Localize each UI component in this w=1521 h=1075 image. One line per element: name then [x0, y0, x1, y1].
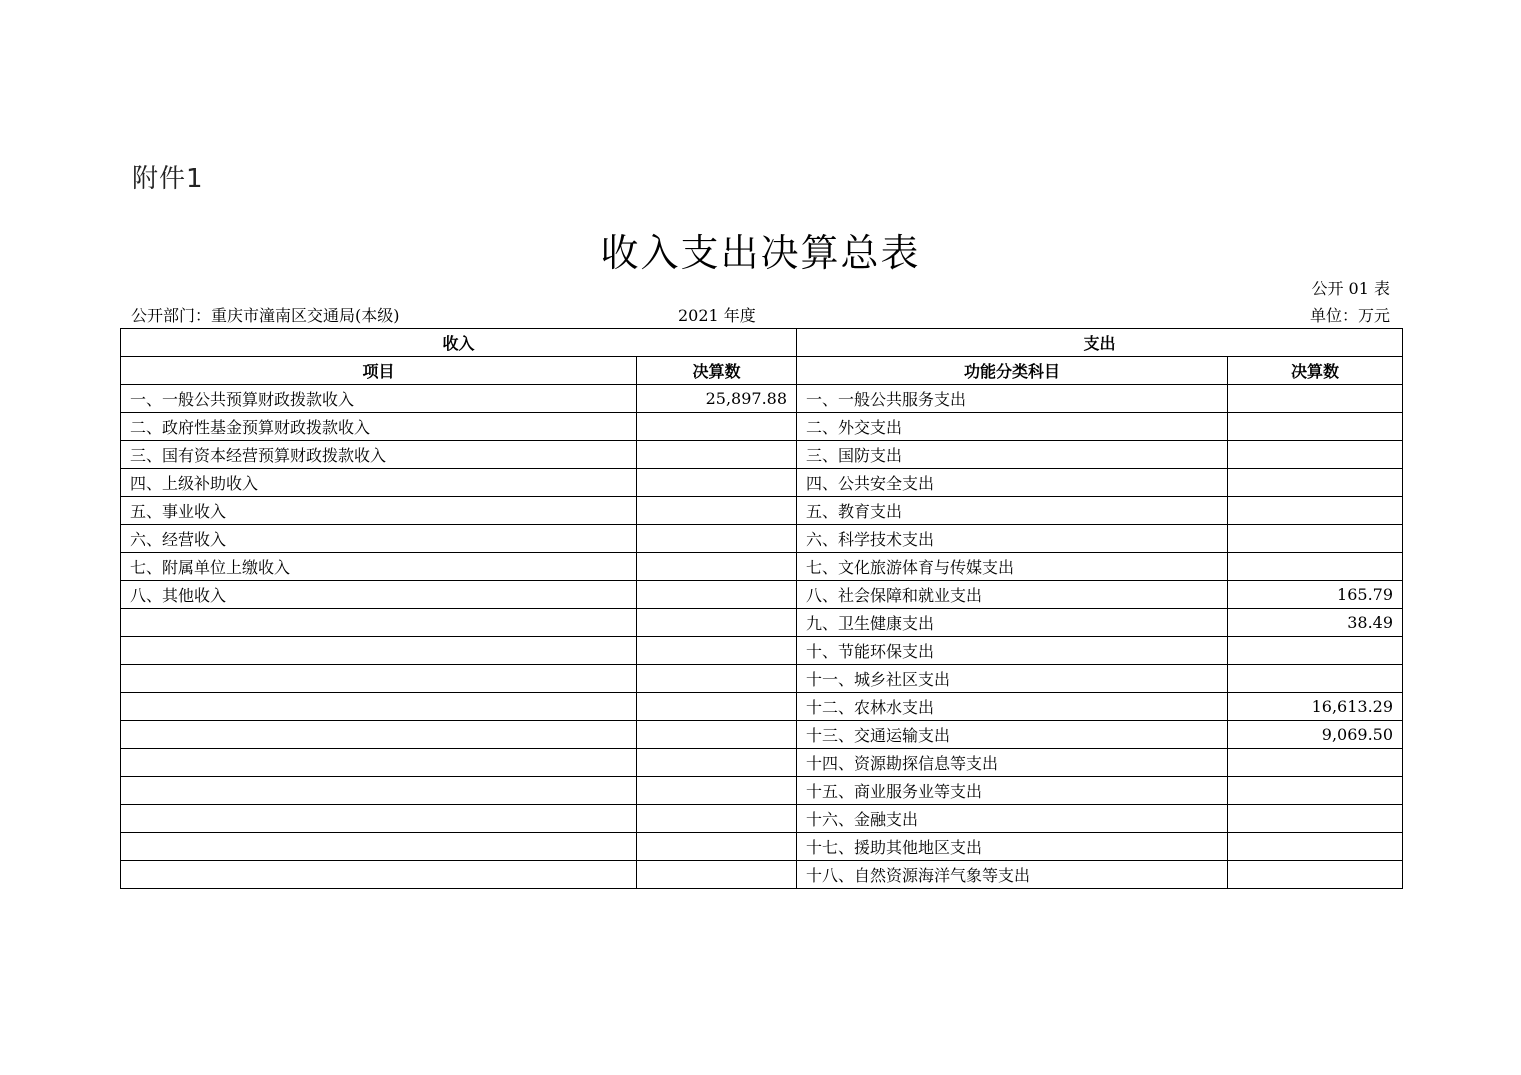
- expense-item-cell: 七、文化旅游体育与传媒支出: [797, 553, 1228, 581]
- income-amount-cell: [637, 581, 797, 609]
- income-item-cell: 六、经营收入: [121, 525, 637, 553]
- income-item-cell: [121, 749, 637, 777]
- expense-item-cell: 五、教育支出: [797, 497, 1228, 525]
- income-amount-cell: [637, 805, 797, 833]
- table-row: [121, 385, 1403, 413]
- expense-item-cell: 九、卫生健康支出: [797, 609, 1228, 637]
- column-header-function: 功能分类科目: [797, 357, 1228, 385]
- expense-amount-cell: 165.79: [1228, 581, 1403, 609]
- expense-item-cell: 十、节能环保支出: [797, 637, 1228, 665]
- attachment-label: 附件1: [132, 164, 204, 194]
- form-number: 公开 01 表: [1311, 279, 1390, 298]
- table-row: [121, 805, 1403, 833]
- income-item-cell: [121, 721, 637, 749]
- table-row: [121, 441, 1403, 469]
- income-item-cell: 七、附属单位上缴收入: [121, 553, 637, 581]
- income-item-cell: 四、上级补助收入: [121, 469, 637, 497]
- page-title: 收入支出决算总表: [600, 231, 921, 275]
- expense-item-cell: 一、一般公共服务支出: [797, 385, 1228, 413]
- expense-amount-cell: [1228, 749, 1403, 777]
- table-row: [121, 637, 1403, 665]
- expense-item-cell: 十八、自然资源海洋气象等支出: [797, 861, 1228, 889]
- table-row: [121, 497, 1403, 525]
- expense-amount-cell: [1228, 833, 1403, 861]
- table-row: [121, 581, 1403, 609]
- table-body: [121, 385, 1403, 889]
- income-amount-cell: [637, 525, 797, 553]
- income-item-cell: [121, 609, 637, 637]
- income-item-cell: [121, 693, 637, 721]
- department-label: 公开部门：重庆市潼南区交通局(本级): [131, 306, 400, 325]
- table-row: [121, 525, 1403, 553]
- expense-amount-cell: [1228, 777, 1403, 805]
- income-item-cell: 一、一般公共预算财政拨款收入: [121, 385, 637, 413]
- income-item-cell: 八、其他收入: [121, 581, 637, 609]
- table-row: [121, 721, 1403, 749]
- expense-amount-cell: [1228, 441, 1403, 469]
- table-row: [121, 609, 1403, 637]
- expense-amount-cell: [1228, 665, 1403, 693]
- expense-item-cell: 十四、资源勘探信息等支出: [797, 749, 1228, 777]
- income-amount-cell: 25,897.88: [637, 385, 797, 413]
- income-item-cell: [121, 861, 637, 889]
- income-item-cell: [121, 637, 637, 665]
- unit-label: 单位：万元: [1309, 306, 1390, 325]
- income-amount-cell: [637, 693, 797, 721]
- column-header-income-amount: 决算数: [637, 357, 797, 385]
- expense-item-cell: 十六、金融支出: [797, 805, 1228, 833]
- income-amount-cell: [637, 609, 797, 637]
- table-row: [121, 749, 1403, 777]
- table-row: [121, 693, 1403, 721]
- income-amount-cell: [637, 553, 797, 581]
- income-amount-cell: [637, 861, 797, 889]
- income-item-cell: [121, 805, 637, 833]
- expense-item-cell: 十一、城乡社区支出: [797, 665, 1228, 693]
- expense-item-cell: 十五、商业服务业等支出: [797, 777, 1228, 805]
- income-section-header: 收入: [121, 329, 797, 357]
- expense-amount-cell: [1228, 385, 1403, 413]
- expense-amount-cell: [1228, 413, 1403, 441]
- expense-item-cell: 三、国防支出: [797, 441, 1228, 469]
- income-amount-cell: [637, 469, 797, 497]
- income-amount-cell: [637, 833, 797, 861]
- expense-amount-cell: 16,613.29: [1228, 693, 1403, 721]
- table-row: [121, 777, 1403, 805]
- expense-amount-cell: [1228, 637, 1403, 665]
- expense-item-cell: 十二、农林水支出: [797, 693, 1228, 721]
- expense-item-cell: 六、科学技术支出: [797, 525, 1228, 553]
- income-amount-cell: [637, 637, 797, 665]
- expense-amount-cell: [1228, 525, 1403, 553]
- expense-item-cell: 八、社会保障和就业支出: [797, 581, 1228, 609]
- expense-amount-cell: 9,069.50: [1228, 721, 1403, 749]
- expense-item-cell: 四、公共安全支出: [797, 469, 1228, 497]
- expense-item-cell: 十七、援助其他地区支出: [797, 833, 1228, 861]
- year-label: 2021 年度: [678, 306, 756, 325]
- table-row: [121, 665, 1403, 693]
- budget-summary-table: [120, 328, 1403, 889]
- table-row: [121, 469, 1403, 497]
- income-item-cell: 二、政府性基金预算财政拨款收入: [121, 413, 637, 441]
- section-header-row: [121, 329, 1403, 357]
- column-header-row: [121, 357, 1403, 385]
- expense-amount-cell: [1228, 861, 1403, 889]
- income-item-cell: 五、事业收入: [121, 497, 637, 525]
- expense-amount-cell: [1228, 469, 1403, 497]
- table-row: [121, 861, 1403, 889]
- income-amount-cell: [637, 749, 797, 777]
- expense-item-cell: 十三、交通运输支出: [797, 721, 1228, 749]
- expense-section-header: 支出: [797, 329, 1403, 357]
- column-header-expense-amount: 决算数: [1228, 357, 1403, 385]
- table-row: [121, 413, 1403, 441]
- table-row: [121, 833, 1403, 861]
- expense-amount-cell: [1228, 805, 1403, 833]
- expense-amount-cell: 38.49: [1228, 609, 1403, 637]
- income-amount-cell: [637, 441, 797, 469]
- income-item-cell: [121, 833, 637, 861]
- income-amount-cell: [637, 721, 797, 749]
- expense-amount-cell: [1228, 497, 1403, 525]
- expense-item-cell: 二、外交支出: [797, 413, 1228, 441]
- income-amount-cell: [637, 665, 797, 693]
- expense-amount-cell: [1228, 553, 1403, 581]
- income-amount-cell: [637, 413, 797, 441]
- column-header-item: 项目: [121, 357, 637, 385]
- income-item-cell: 三、国有资本经营预算财政拨款收入: [121, 441, 637, 469]
- income-amount-cell: [637, 497, 797, 525]
- income-item-cell: [121, 665, 637, 693]
- table-row: [121, 553, 1403, 581]
- income-amount-cell: [637, 777, 797, 805]
- income-item-cell: [121, 777, 637, 805]
